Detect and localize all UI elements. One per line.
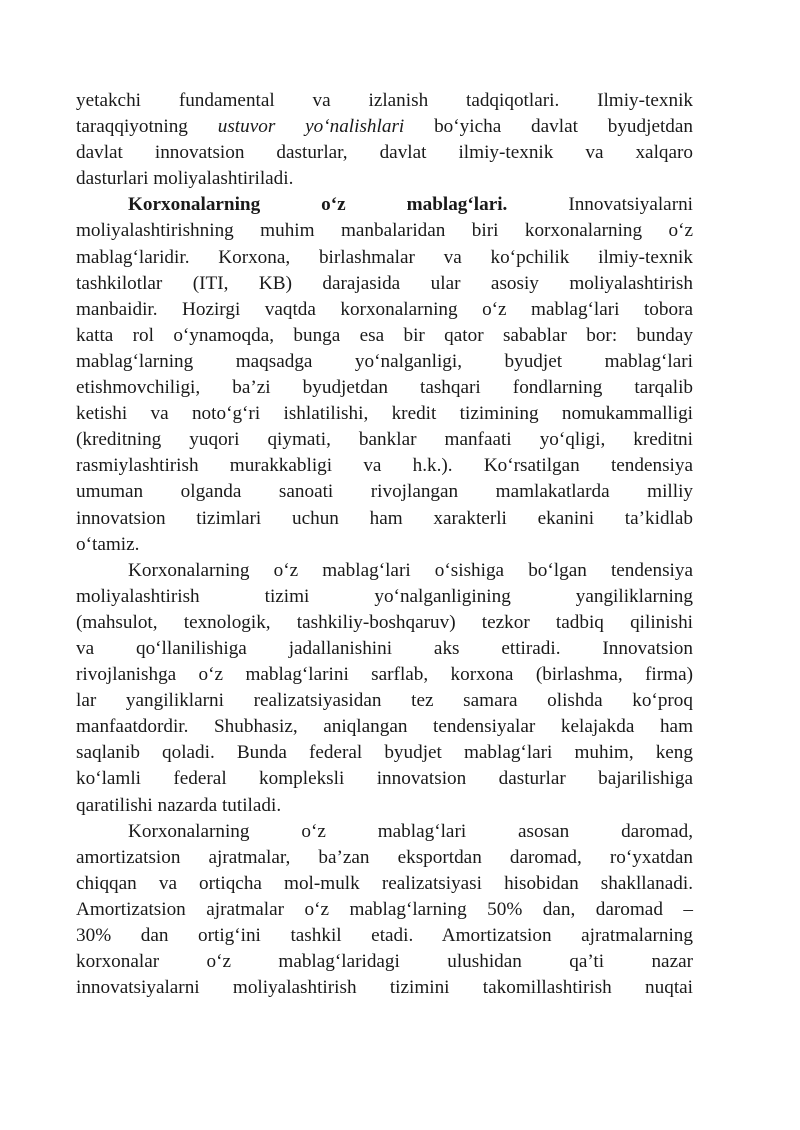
text-line: davlat innovatsion dasturlar, davlat ilmiy-texnik va xalqaro	[76, 142, 693, 164]
text-line: mablag‘larning maqsadga yo‘nalganligi, byudjet mablag‘lari	[76, 350, 693, 372]
document-page	[76, 88, 693, 1001]
text-line: Korxonalarning o‘z mablag‘lari asosan daromad,	[128, 820, 693, 842]
text-line: innovatsion tizimlari uchun ham xarakterli ekanini ta’kidlab	[76, 507, 693, 529]
text-line: yetakchi fundamental va izlanish tadqiqotlari. Ilmiy-texnik	[76, 90, 693, 111]
text-line: mablag‘laridir. Korxona, birlashmalar va ko‘pchilik ilmiy-texnik	[76, 246, 693, 268]
text-line: moliyalashtirishning muhim manbalaridan biri korxonalarning o‘z	[76, 220, 693, 242]
text-line: ketishi va noto‘g‘ri ishlatilishi, kredit tizimining nomukammalligi	[76, 403, 693, 425]
text-line: amortizatsion ajratmalar, ba’zan eksportdan daromad, ro‘yxatdan	[76, 846, 693, 868]
text-line: (kreditning yuqori qiymati, banklar manfaati yo‘qligi, kreditni	[76, 429, 693, 451]
text-line: rivojlanishga o‘z mablag‘larini sarflab, korxona (birlashma, firma)	[76, 664, 693, 686]
text-line: katta rol o‘ynamoqda, bunga esa bir qator sabablar bor: bunday	[76, 324, 693, 346]
text-line: innovatsiyalarni moliyalashtirish tizimini takomillashtirish nuqtai	[76, 977, 693, 999]
text-line: 30% dan ortig‘ini tashkil etadi. Amortizatsion ajratmalarning	[76, 925, 693, 946]
text-line: Korxonalarning o‘z mablag‘lari o‘sishiga bo‘lgan tendensiya	[128, 559, 693, 581]
text-line: va qo‘llanilishiga jadallanishini aks ettiradi. Innovatsion	[76, 637, 693, 659]
text-line: o‘tamiz.	[76, 533, 140, 555]
text-line: umuman olganda sanoati rivojlangan mamlakatlarda milliy	[76, 481, 693, 503]
text-line: korxonalar o‘z mablag‘laridagi ulushidan qa’ti nazar	[76, 951, 693, 973]
text-run: bo‘yicha davlat byudjetdan	[404, 116, 693, 138]
text-line: saqlanib qoladi. Bunda federal byudjet mablag‘lari muhim, keng	[76, 742, 693, 764]
text-line: manfaatdordir. Shubhasiz, aniqlangan tendensiyalar kelajakda ham	[76, 716, 693, 738]
section-heading: Korxonalarning o‘z mablag‘lari.	[128, 194, 508, 216]
paragraph-3	[76, 558, 693, 819]
text-line: qaratilishi nazarda tutiladi.	[76, 794, 282, 816]
text-line: rasmiylashtirish murakkabligi va h.k.). Ko‘rsatilgan tendensiya	[76, 455, 693, 477]
text-line: lar yangiliklarni realizatsiyasidan tez samara olishda ko‘proq	[76, 690, 693, 712]
text-line: tashkilotlar (ITI, KB) darajasida ular asosiy moliyalashtirish	[76, 272, 693, 294]
text-line	[76, 114, 693, 140]
text-run: Innovatsiyalarni	[507, 194, 694, 216]
text-line: moliyalashtirish tizimi yo‘nalganligining yangiliklarning	[76, 585, 693, 607]
text-line: chiqqan va ortiqcha mol-mulk realizatsiyasi hisobidan shakllanadi.	[76, 872, 693, 894]
paragraph-1	[76, 88, 693, 192]
text-run: taraqqiyotning	[76, 116, 218, 138]
text-line: (mahsulot, texnologik, tashkiliy-boshqaruv) tezkor tadbiq qilinishi	[76, 611, 693, 633]
text-line: etishmovchiligi, ba’zi byudjetdan tashqari fondlarning tarqalib	[76, 377, 693, 399]
paragraph-4	[76, 819, 693, 1002]
text-line: ko‘lamli federal kompleksli innovatsion dasturlar bajarilishiga	[76, 768, 693, 790]
text-line: dasturlari moliyalashtiriladi.	[76, 168, 294, 190]
text-line: manbaidir. Hozirgi vaqtda korxonalarning o‘z mablag‘lari tobora	[76, 298, 693, 320]
text-line: Amortizatsion ajratmalar o‘z mablag‘larning 50% dan, daromad –	[76, 898, 693, 920]
text-line	[76, 192, 693, 218]
paragraph-2	[76, 192, 693, 557]
italic-term: ustuvor yo‘nalishlari	[217, 116, 405, 138]
